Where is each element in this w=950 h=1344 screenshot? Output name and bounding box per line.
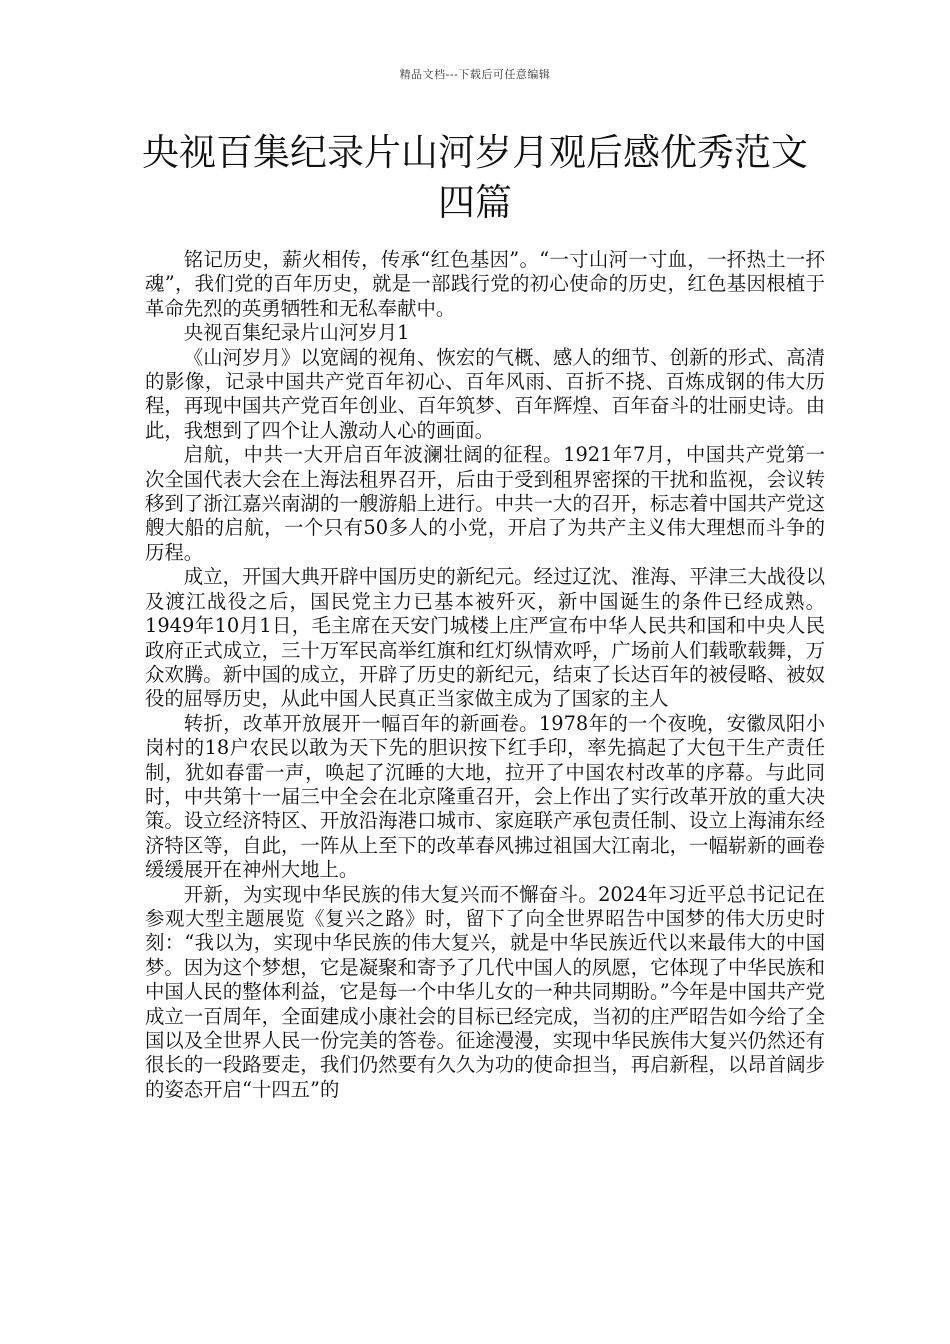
document-title: 央视百集纪录片山河岁月观后感优秀范文四篇 <box>142 131 808 224</box>
body-paragraph: 转折，改革开放展开一幅百年的新画卷。1978年的一个夜晚，安徽凤阳小岗村的18户农民以敢为天下先的胆识按下红手印，率先搞起了大包干生产责任制，犹如春雷一声，唤起了沉睡的大地，拉开了中国农村改革的序幕。与此同时，中共第十一届三中全会在北京隆重召开，会上作出了实行改革开放的重大决策。设立经济特区、开放沿海港口城市、家庭联产承包责任制、设立上海浦东经济特区等，自此，一阵从上至下的改革春风拂过祖国大江南北，一幅崭新的画卷缓缓展开在神州大地上。 <box>145 711 825 882</box>
body-paragraph: 开新，为实现中华民族的伟大复兴而不懈奋斗。2024年习近平总书记记在参观大型主题展览《复兴之路》时，留下了向全世界昭告中国梦的伟大历史时刻：“我以为，实现中华民族的伟大复兴，就是中华民族近代以来最伟大的中国梦。因为这个梦想，它是凝聚和寄予了几代中国人的夙愿，它体现了中华民族和中国人民的整体利益，它是每一个中华儿女的一种共同期盼。”今年是中国共产党成立一百周年，全面建成小康社会的目标已经完成，当初的庄严昭告如今给了全国以及全世界人民一份完美的答卷。征途漫漫，实现中华民族伟大复兴仍然还有很长的一段路要走，我们仍然要有久久为功的使命担当，再启新程，以昂首阔步的姿态开启“十四五”的 <box>145 882 825 1101</box>
body-paragraph: 《山河岁月》以宽阔的视角、恢宏的气概、感人的细节、创新的形式、高清的影像，记录中国共产党百年初心、百年风雨、百折不挠、百炼成钢的伟大历程，再现中国共产党百年创业、百年筑梦、百年辉煌、百年奋斗的壮丽史诗。由此，我想到了四个让人激动人心的画面。 <box>145 345 825 442</box>
document-body <box>145 248 825 1102</box>
body-paragraph: 成立，开国大典开辟中国历史的新纪元。经过辽沈、淮海、平津三大战役以及渡江战役之后，国民党主力已基本被歼灭，新中国诞生的条件已经成熟。1949年10月1日，毛主席在天安门城楼上庄严宣布中华人民共和国和中央人民政府正式成立，三十万军民高举红旗和红灯纵情欢呼，广场前人们载歌载舞，万众欢腾。新中国的成立，开辟了历史的新纪元，结束了长达百年的被侵略、被奴役的屈辱历史，从此中国人民真正当家做主成为了国家的主人 <box>145 565 825 711</box>
intro-paragraph: 铭记历史，薪火相传，传承“红色基因”。“一寸山河一寸血，一抔热土一抔魂”，我们党的百年历史，就是一部践行党的初心使命的历史，红色基因根植于革命先烈的英勇牺牲和无私奉献中。 <box>145 248 825 320</box>
body-paragraph: 启航，中共一大开启百年波澜壮阔的征程。1921年7月，中国共产党第一次全国代表大会在上海法租界召开，后由于受到租界密探的干扰和监视，会议转移到了浙江嘉兴南湖的一艘游船上进行。中共一大的召开，标志着中国共产党这艘大船的启航，一个只有50多人的小党，开启了为共产主义伟大理想而斗争的历程。 <box>145 443 825 564</box>
section-heading: 央视百集纪录片山河岁月1 <box>183 321 410 345</box>
header-note: 精品文档---下载后可任意编辑 <box>399 68 551 81</box>
